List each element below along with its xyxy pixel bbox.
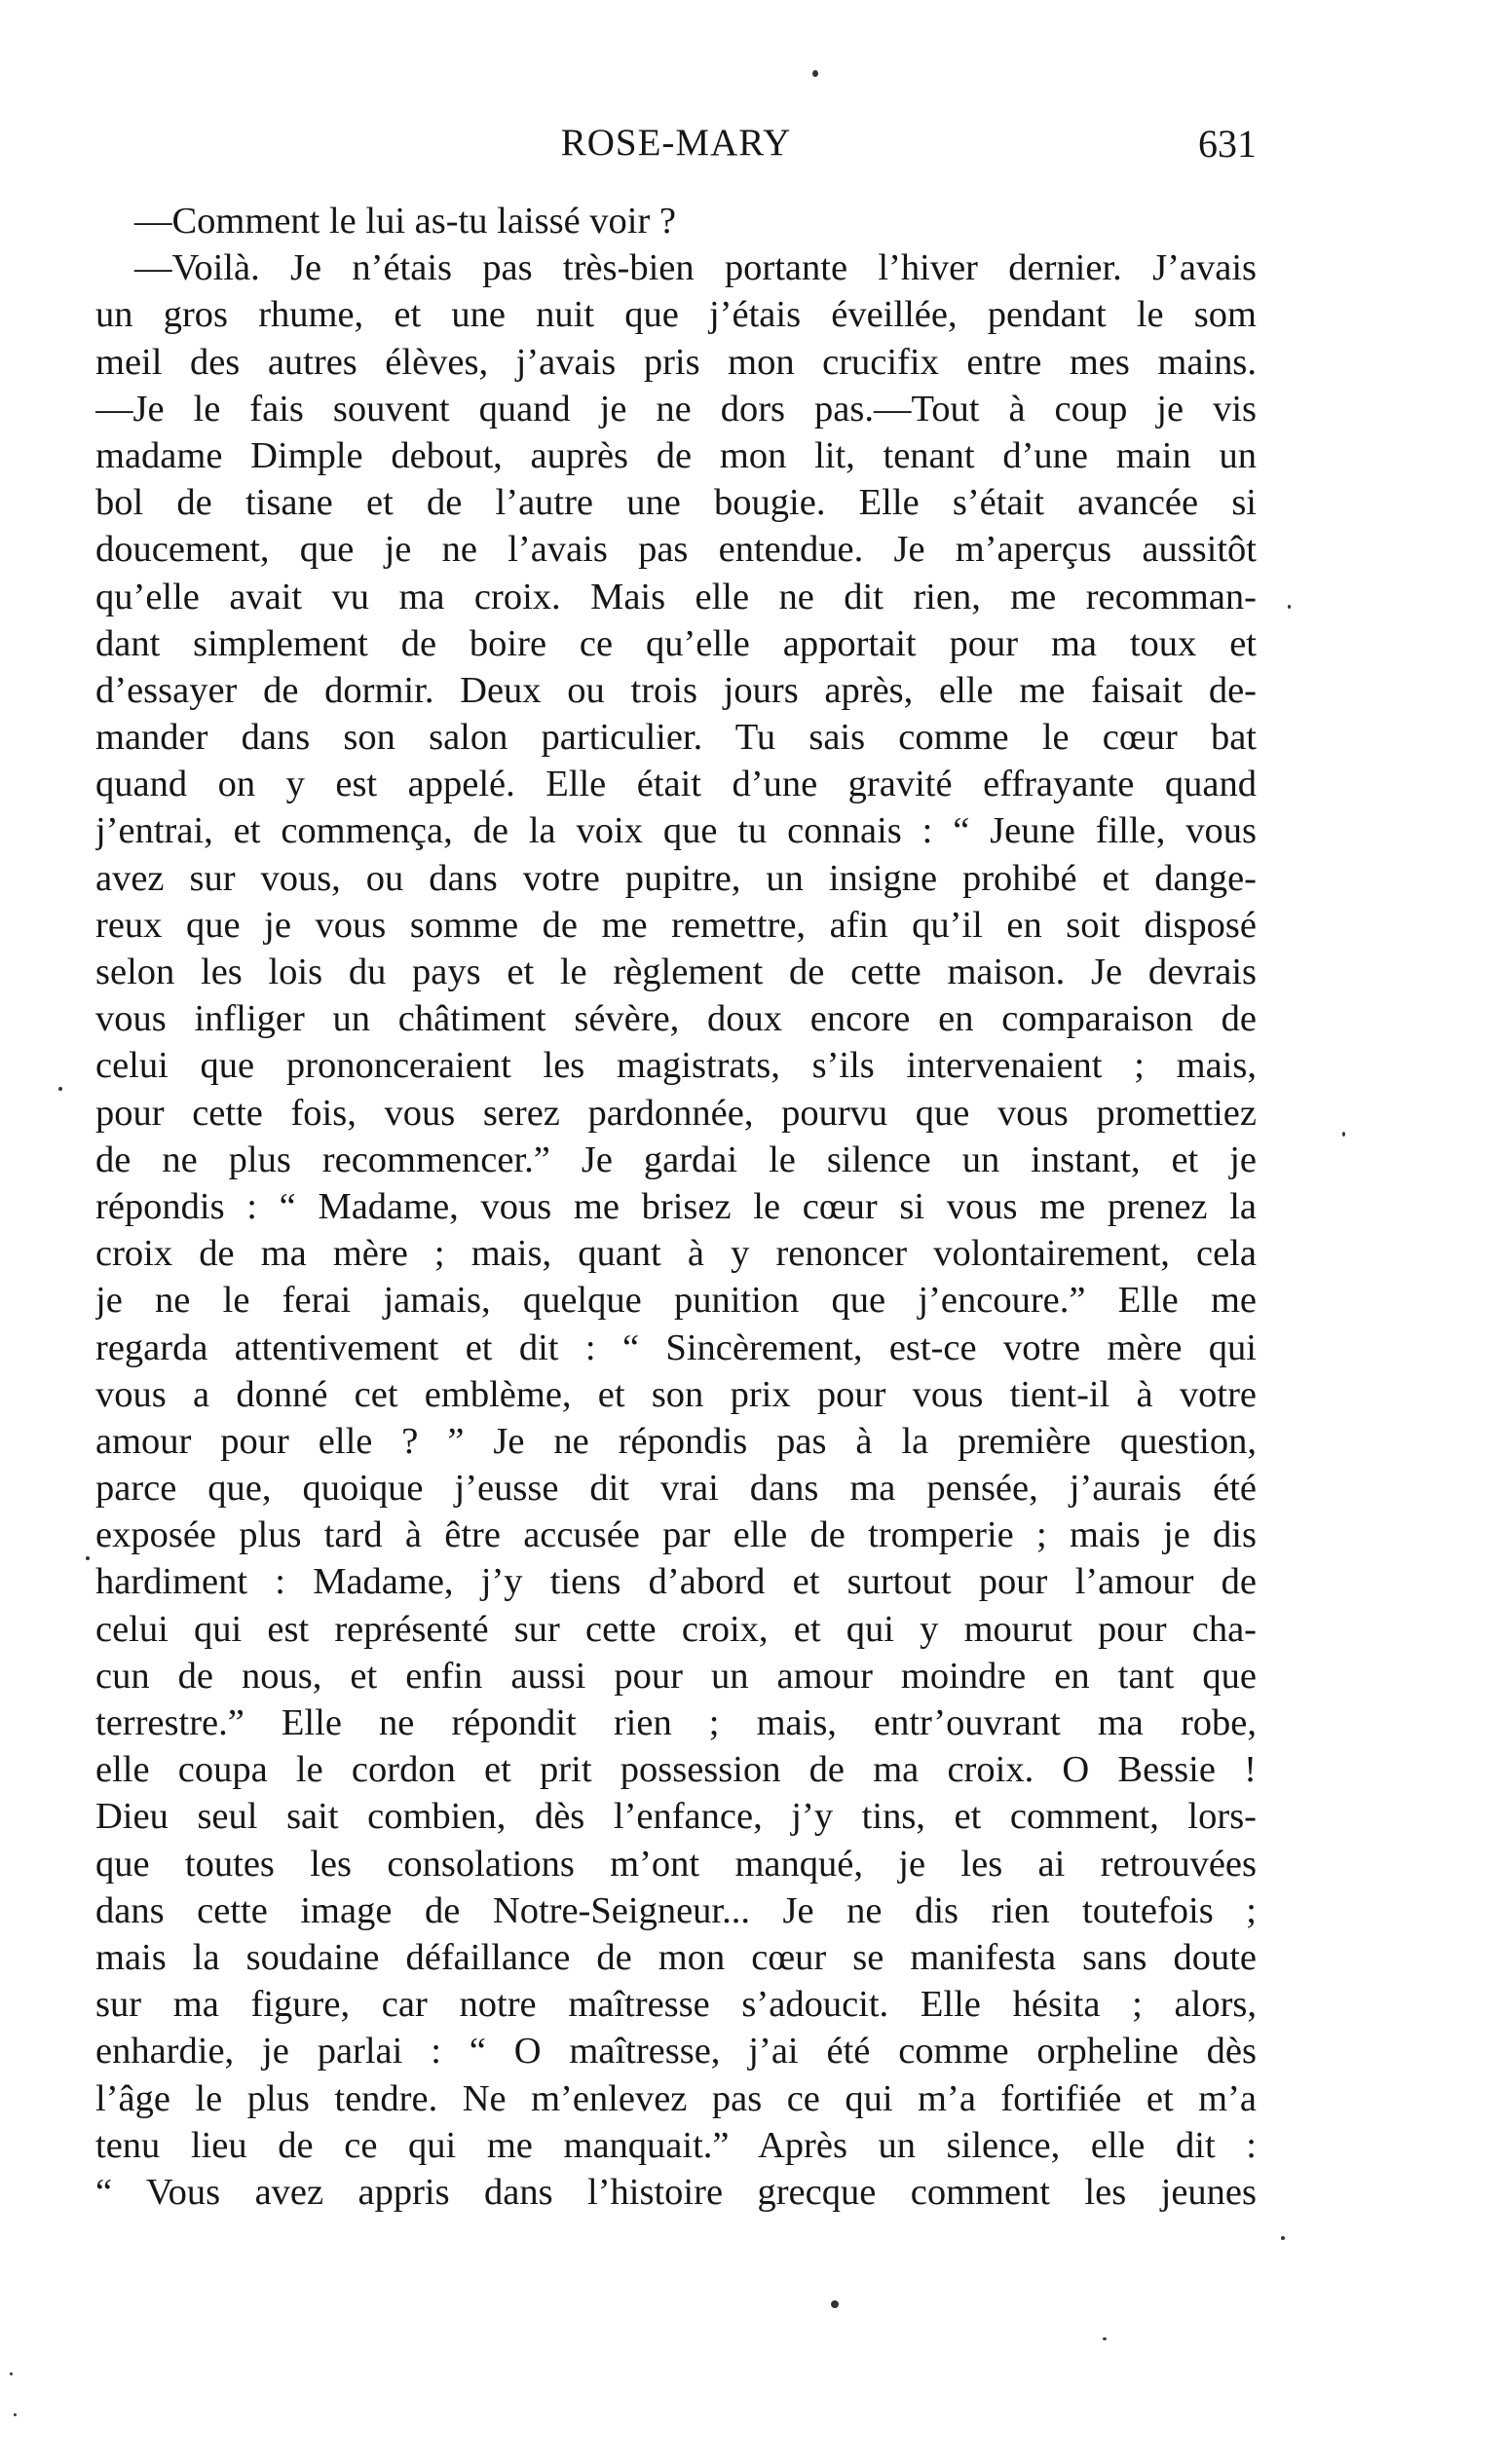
text-line: “ Vous avez appris dans l’histoire grecque comment les jeunes [95,2171,1257,2213]
text-line: de ne plus recommencer.” Je gardai le silence un instant, et je [95,1139,1257,1180]
text-line: celui que prononceraient les magistrats, s’ils intervenaient ; mais, [95,1045,1257,1087]
scan-speck [58,1087,62,1091]
text-line: quand on y est appelé. Elle était d’une gravité effrayante quand [95,764,1257,805]
text-line: d’essayer de dormir. Deux ou trois jours après, elle me faisait de- [95,669,1257,711]
text-line: avez sur vous, ou dans votre pupitre, un insigne prohibé et dange- [95,857,1257,899]
text-line: vous infliger un châtiment sévère, doux encore en comparaison de [95,998,1257,1040]
scan-speck [1281,2236,1285,2240]
text-line: qu’elle avait vu ma croix. Mais elle ne dit rien, me recomman- [95,576,1257,617]
text-line: enhardie, je parlai : “ O maîtresse, j’ai été comme orpheline dès [95,2031,1257,2072]
text-line: mais la soudaine défaillance de mon cœur se manifesta sans doute [95,1936,1257,1978]
text-line: Dieu seul sait combien, dès l’enfance, j’y tins, et comment, lors- [95,1796,1257,1838]
text-line: croix de ma mère ; mais, quant à y renoncer volontairement, cela [95,1233,1257,1275]
text-line: terrestre.” Elle ne répondit rien ; mais, entr’ouvrant ma robe, [95,1702,1257,1743]
text-line: pour cette fois, vous serez pardonnée, pourvu que vous promettiez [95,1092,1257,1134]
scan-speck [1288,605,1291,609]
scan-speck [14,2413,17,2416]
text-line: exposée plus tard à être accusée par elle de tromperie ; mais je dis [95,1514,1257,1556]
text-line: dans cette image de Notre-Seigneur... Je ne dis rien toutefois ; [95,1889,1257,1931]
scan-speck [86,1556,90,1560]
scan-speck [10,2372,13,2375]
text-line: parce que, quoique j’eusse dit vrai dans ma pensée, j’aurais été [95,1468,1257,1510]
text-line: hardiment : Madame, j’y tiens d’abord et surtout pour l’amour de [95,1561,1257,1603]
text-line: je ne le ferai jamais, quelque punition que j’encoure.” Elle me [95,1280,1257,1322]
text-line: bol de tisane et de l’autre une bougie. Elle s’était avancée si [95,482,1257,524]
text-line: l’âge le plus tendre. Ne m’enlevez pas ce qui m’a fortifiée et m’a [95,2077,1257,2119]
text-line: vous a donné cet emblème, et son prix pour vous tient-il à votre [95,1373,1257,1415]
page-number: 631 [1198,122,1257,166]
text-line: —Voilà. Je n’étais pas très-bien portante l’hiver dernier. J’avais [134,247,1257,289]
scan-speck [831,2300,839,2308]
text-line: cun de nous, et enfin aussi pour un amour moindre en tant que [95,1655,1257,1697]
text-line: selon les lois du pays et le règlement de cette maison. Je devrais [95,952,1257,992]
page-header [95,115,1257,173]
text-line: dant simplement de boire ce qu’elle apportait pour ma toux et [95,622,1257,664]
text-line: que toutes les consolations m’ont manqué, je les ai retrouvées [95,1843,1257,1885]
text-line: mander dans son salon particulier. Tu sais comme le cœur bat [95,717,1257,759]
text-line: madame Dimple debout, auprès de mon lit, tenant d’une main un [95,434,1257,476]
scan-speck [1103,2337,1107,2340]
body-text [95,198,1257,2216]
running-title: ROSE-MARY [560,122,792,164]
text-line: doucement, que je ne l’avais pas entendue. Je m’aperçus aussitôt [95,529,1257,571]
text-line: reux que je vous somme de me remettre, afin qu’il en soit disposé [95,904,1257,946]
text-line: regarda attentivement et dit : “ Sincèrement, est-ce votre mère qui [95,1326,1257,1368]
text-line: —Comment le lui as-tu laissé voir ? [134,201,677,242]
text-line: amour pour elle ? ” Je ne répondis pas à la première question, [95,1420,1257,1462]
text-line: sur ma figure, car notre maîtresse s’adoucit. Elle hésita ; alors, [95,1984,1257,2026]
scan-speck [812,70,818,77]
text-line: meil des autres élèves, j’avais pris mon crucifix entre mes mains. [95,341,1257,383]
text-line: un gros rhume, et une nuit que j’étais éveillée, pendant le som [95,294,1257,336]
text-line: celui qui est représenté sur cette croix, et qui y mourut pour cha- [95,1608,1257,1650]
text-line: tenu lieu de ce qui me manquait.” Après un silence, elle dit : [95,2124,1257,2166]
text-line: répondis : “ Madame, vous me brisez le cœur si vous me prenez la [95,1185,1257,1227]
text-line: j’entrai, et commença, de la voix que tu connais : “ Jeune fille, vous [95,810,1257,852]
text-line: elle coupa le cordon et prit possession de ma croix. O Bessie ! [95,1749,1257,1791]
scan-speck [1342,1132,1345,1137]
text-line: —Je le fais souvent quand je ne dors pas.—Tout à coup je vis [95,388,1257,429]
